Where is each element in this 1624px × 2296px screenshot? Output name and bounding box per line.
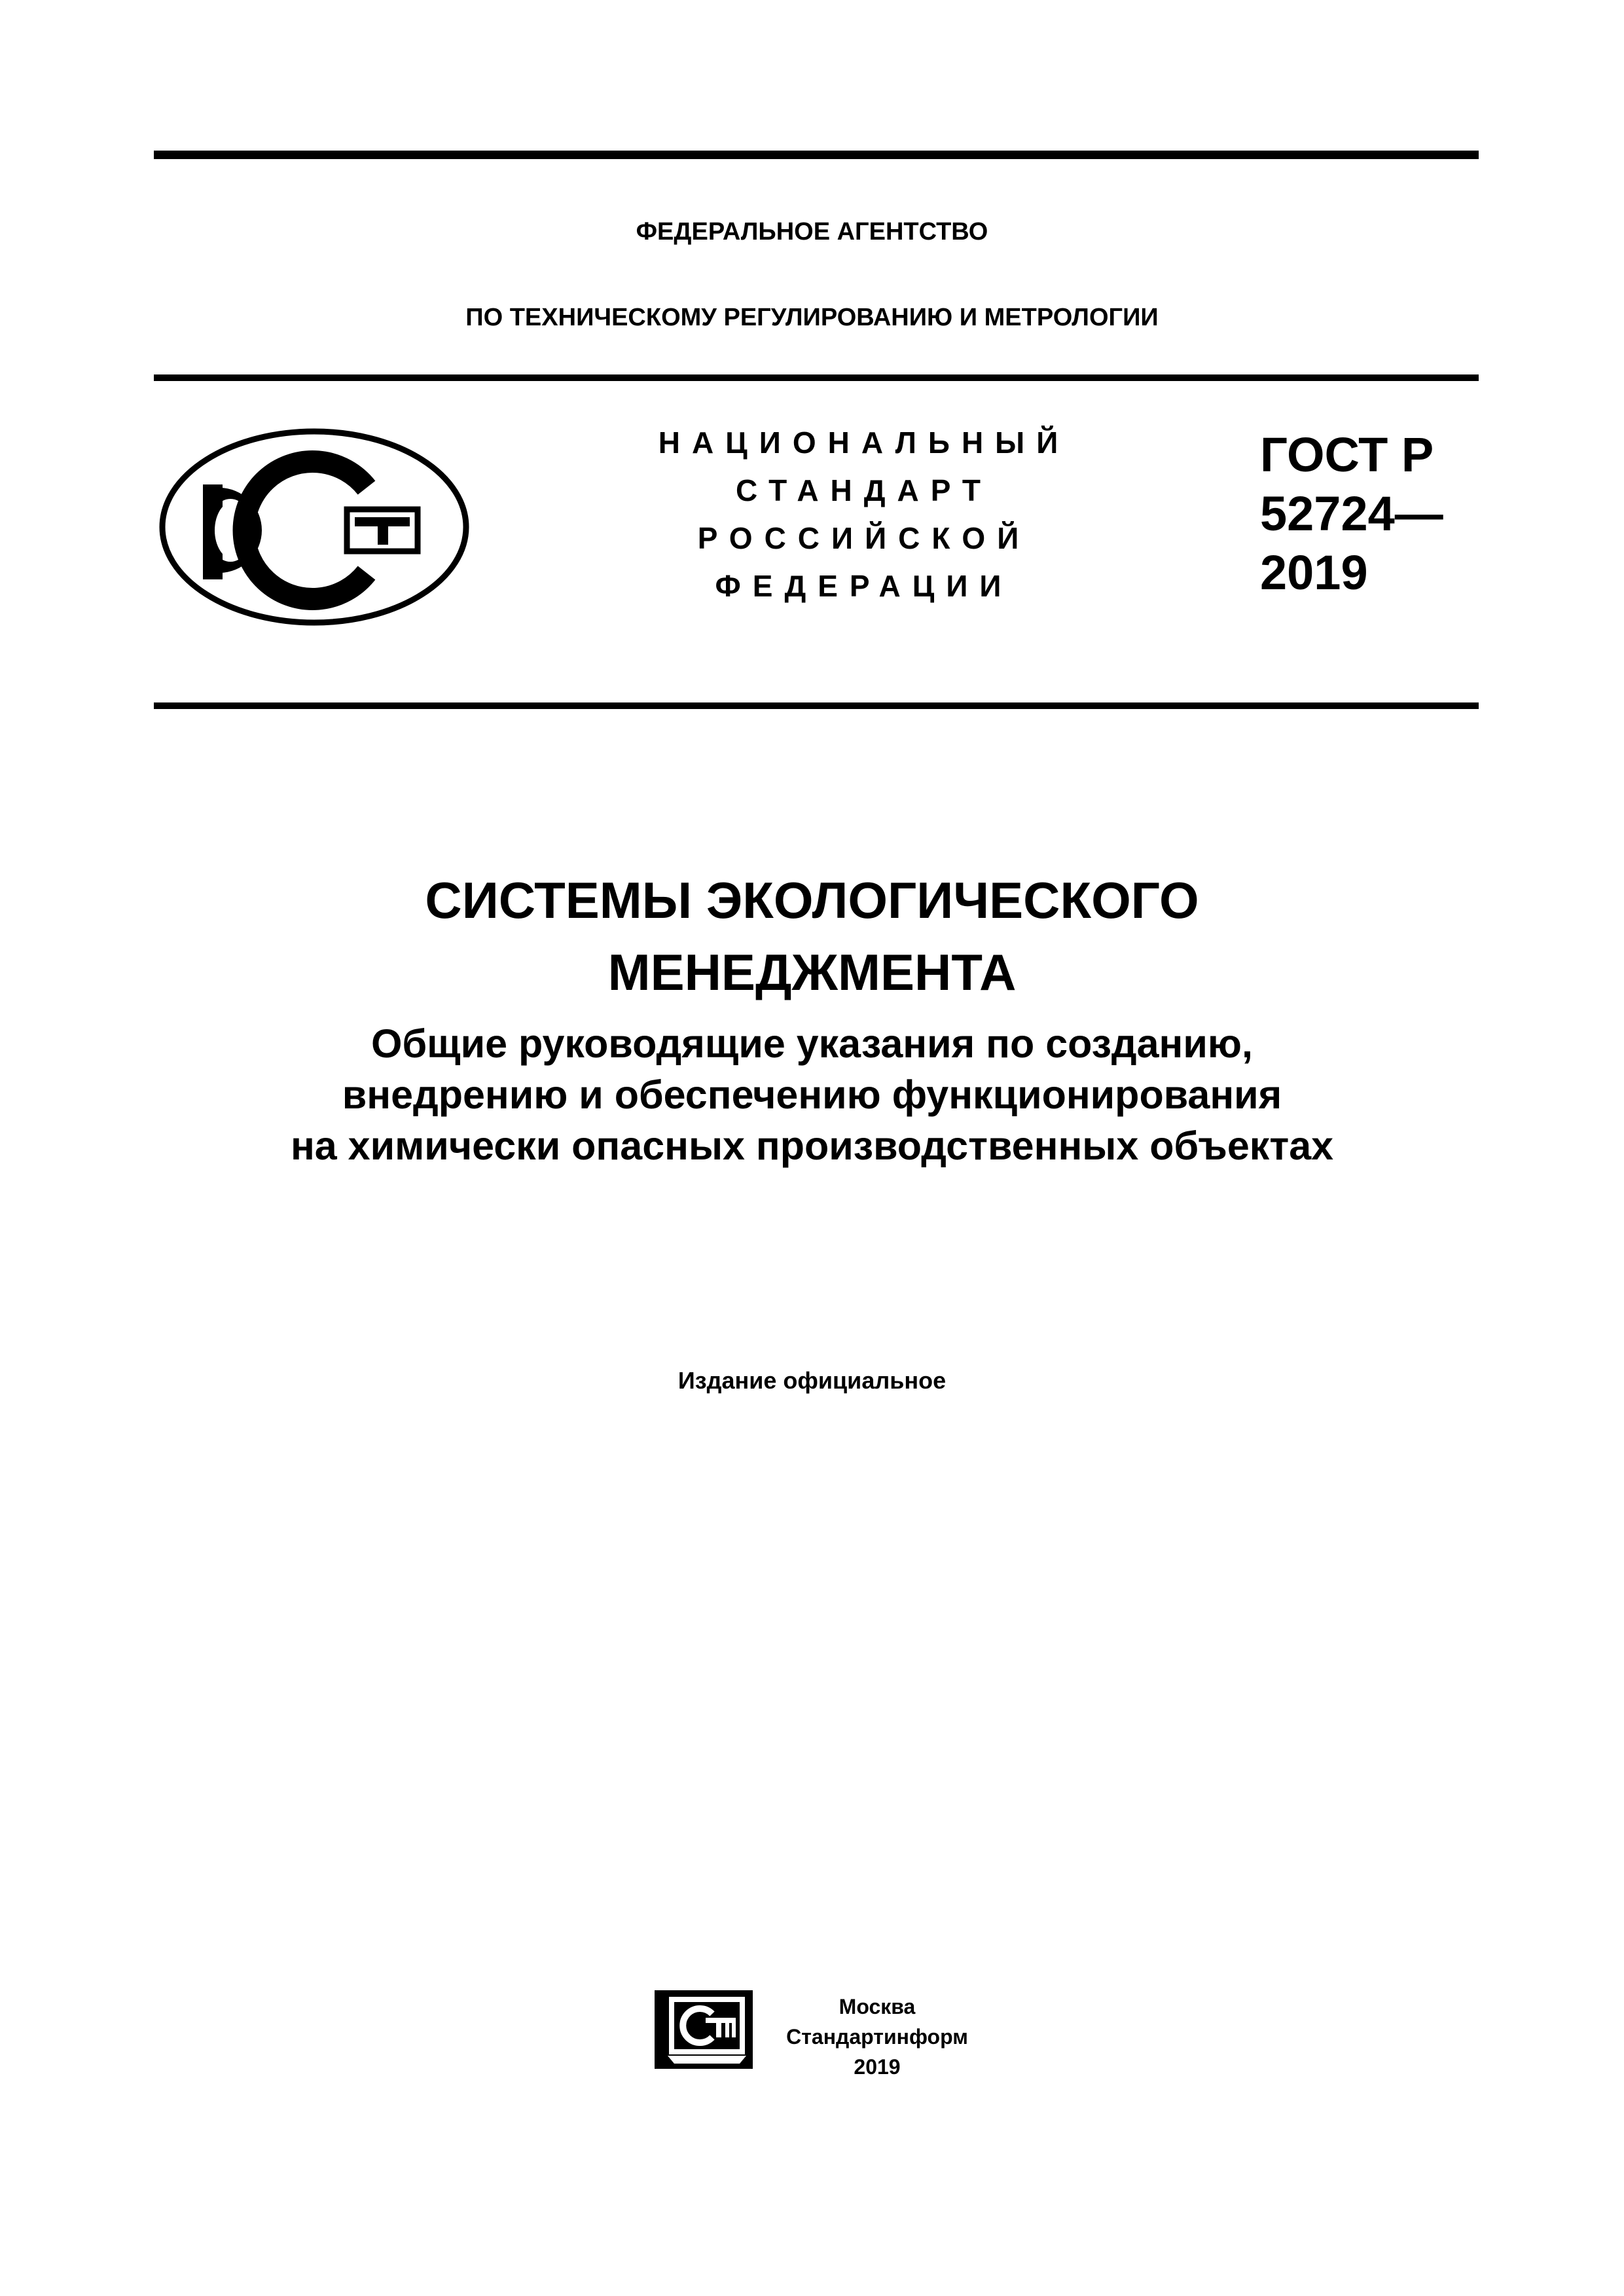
standard-type [615, 419, 1113, 610]
standartinform-logo-icon [655, 1990, 753, 2069]
document-subtitle-line1: Общие руководящие указания по созданию, [371, 1021, 1253, 1066]
imprint-publisher: Стандартинформ [786, 2025, 968, 2049]
imprint-city: Москва [839, 1995, 916, 2018]
rst-logo-icon [157, 426, 471, 629]
document-subtitle-line3: на химически опасных производственных объектах [290, 1123, 1334, 1168]
document-title [0, 864, 1624, 1008]
gost-code-line1: ГОСТ Р [1260, 428, 1434, 482]
gost-code [1260, 426, 1483, 602]
title-block-rule [154, 702, 1479, 709]
standard-type-line1: НАЦИОНАЛЬНЫЙ [658, 426, 1070, 460]
standard-type-line2: СТАНДАРТ [736, 473, 992, 507]
header-rule [154, 374, 1479, 381]
gost-code-line3: 2019 [1260, 545, 1368, 600]
document-subtitle [0, 1018, 1624, 1171]
top-rule [154, 151, 1479, 159]
imprint-year: 2019 [854, 2055, 901, 2079]
standard-type-line3: РОССИЙСКОЙ [697, 521, 1031, 555]
imprint [769, 1992, 985, 2082]
standard-type-line4: ФЕДЕРАЦИИ [715, 569, 1013, 603]
agency-name-line1: ФЕДЕРАЛЬНОЕ АГЕНТСТВО [636, 218, 988, 246]
document-title-line2: МЕНЕДЖМЕНТА [607, 943, 1017, 1001]
document-title-line1: СИСТЕМЫ ЭКОЛОГИЧЕСКОГО [425, 871, 1199, 929]
gost-code-line2: 52724— [1260, 486, 1443, 541]
agency-name-line2: ПО ТЕХНИЧЕСКОМУ РЕГУЛИРОВАНИЮ И МЕТРОЛОГИИ [465, 304, 1159, 331]
document-subtitle-line2: внедрению и обеспечению функционирования [342, 1072, 1282, 1117]
edition-note: Издание официальное [677, 1367, 947, 1394]
